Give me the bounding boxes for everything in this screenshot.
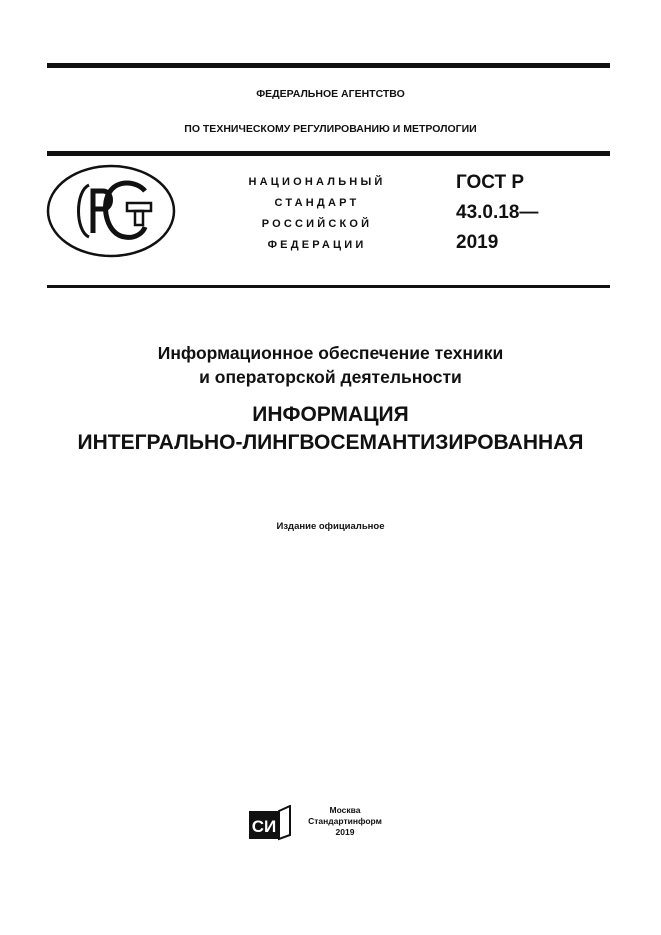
main-title [0, 401, 661, 457]
edition-note: Издание официальное [276, 521, 385, 532]
publisher-year: 2019 [335, 827, 355, 837]
publisher-info [290, 805, 400, 838]
code-line: 2019 [456, 232, 499, 253]
subtitle [0, 341, 661, 389]
subtitle-line: Информационное обеспечение техники [157, 343, 504, 363]
top-rule [47, 63, 610, 68]
type-line: НАЦИОНАЛЬНЫЙ [248, 176, 386, 188]
standartinform-logo-icon [248, 805, 292, 841]
agency-line-1: ФЕДЕРАЛЬНОЕ АГЕНТСТВО [256, 88, 405, 100]
publisher-name: Стандартинформ [308, 816, 382, 826]
title-line: ИНТЕГРАЛЬНО-ЛИНГВОСЕМАНТИЗИРОВАННАЯ [77, 431, 584, 454]
type-line: СТАНДАРТ [274, 197, 360, 209]
block-rule [47, 285, 610, 288]
publisher-logo-text: СИ [251, 817, 277, 836]
publisher-city: Москва [329, 805, 361, 815]
code-line: ГОСТ Р [456, 172, 525, 193]
code-line: 43.0.18— [456, 202, 539, 223]
standard-type [222, 172, 412, 256]
rst-logo-icon [45, 163, 177, 259]
header-rule [47, 151, 610, 156]
subtitle-line: и операторской деятельности [199, 367, 462, 387]
standard-code [456, 168, 538, 258]
title-line: ИНФОРМАЦИЯ [252, 403, 409, 426]
type-line: РОССИЙСКОЙ [261, 218, 373, 230]
type-line: ФЕДЕРАЦИИ [267, 239, 367, 251]
agency-line-2: ПО ТЕХНИЧЕСКОМУ РЕГУЛИРОВАНИЮ И МЕТРОЛОГИИ [184, 123, 477, 135]
